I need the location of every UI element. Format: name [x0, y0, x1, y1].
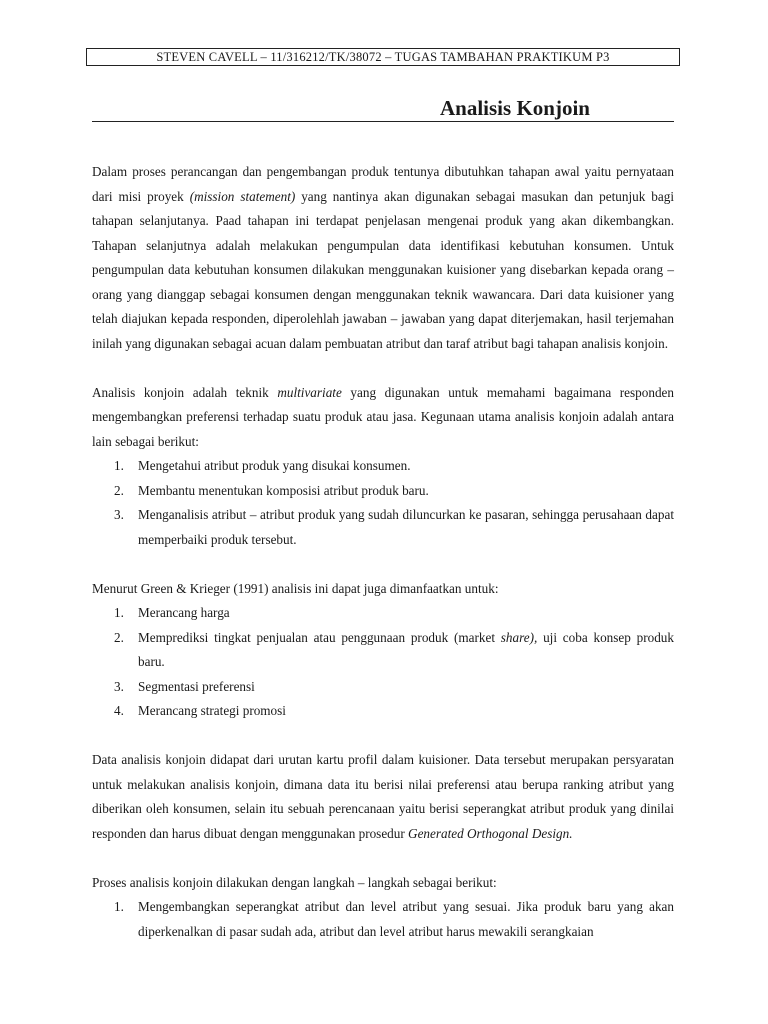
page-header: STEVEN CAVELL – 11/316212/TK/38072 – TUGAS TAMBAHAN PRAKTIKUM P3: [86, 48, 680, 66]
list-item: 1. Merancang harga: [114, 605, 230, 620]
document-body: [92, 160, 674, 944]
paragraph-definition: Analisis konjoin adalah teknik multivariate yang digunakan untuk memahami bagaimana responden mengembangkan preferensi terhadap suatu produk atau jasa. Kegunaan utama analisis konjoin adalah antara lain sebagai berikut:: [92, 384, 674, 449]
paragraph-green-krieger: Menurut Green & Krieger (1991) analisis ini dapat juga dimanfaatkan untuk:: [92, 580, 499, 596]
list-item: 3. Menganalisis atribut – atribut produk yang sudah diluncurkan ke pasaran, sehingga perusahaan dapat memperbaiki produk tersebut.: [114, 507, 674, 547]
list-item: 4. Merancang strategi promosi: [114, 703, 286, 718]
paragraph-data-source: Data analisis konjoin didapat dari urutan kartu profil dalam kuisioner. Data tersebut merupakan persyaratan untuk melakukan analisis konjoin, dimana data itu berisi nilai preferensi atau berupa ranking atribut yang diberikan oleh konsumen, selain itu sebuah perencanaan yaitu berisi seperangkat atribut produk yang dinilai responden dan harus dibuat dengan menggunakan prosedur Generated Orthogonal Design.: [92, 752, 674, 841]
generated-orthogonal-design-term: Generated Orthogonal Design.: [408, 825, 573, 841]
paragraph-process: Proses analisis konjoin dilakukan dengan langkah – langkah sebagai berikut:: [92, 874, 497, 890]
page-title: Analisis Konjoin: [440, 96, 590, 120]
list-steps: [92, 895, 674, 944]
list-item: 3. Segmentasi preferensi: [114, 678, 255, 694]
list-item: 1. Mengetahui atribut produk yang disukai konsumen.: [114, 458, 411, 473]
list-uses: [92, 454, 674, 552]
list-item: 1. Mengembangkan seperangkat atribut dan level atribut yang sesuai. Jika produk baru yang akan diperkenalkan di pasar sudah ada, atribut dan level atribut harus mewakili serangkaian: [114, 899, 674, 939]
list-item: 2. Memprediksi tingkat penjualan atau penggunaan produk (market share), uji coba konsep produk baru.: [114, 629, 674, 669]
title-underline: [92, 121, 674, 122]
mission-statement-term: (mission statement): [189, 188, 296, 204]
list-applications: [92, 601, 674, 724]
list-item: 2. Membantu menentukan komposisi atribut produk baru.: [114, 482, 429, 498]
multivariate-term: multivariate: [277, 384, 342, 400]
paragraph-intro: Dalam proses perancangan dan pengembangan produk tentunya dibutuhkan tahapan awal yaitu pernyataan dari misi proyek (mission statement) yang nantinya akan digunakan sebagai masukan dan petunjuk bagi tahapan selanjutanya. Paad tahapan ini terdapat penjelasan mengenai produk yang akan dikembangkan. Tahapan selanjutnya adalah melakukan pengumpulan data identifikasi kebutuhan konsumen. Untuk pengumpulan data kebutuhan konsumen dilakukan menggunakan kuisioner yang disebarkan kepada orang – orang yang dianggap sebagai konsumen dengan menggunakan teknik wawancara. Dari data kuisioner yang telah diajukan kepada responden, diperolehlah jawaban – jawaban yang dapat diterjemakan, hasil terjemahan inilah yang digunakan sebagai acuan dalam pembuatan atribut dan taraf atribut bagi tahapan analisis konjoin.: [92, 164, 674, 351]
